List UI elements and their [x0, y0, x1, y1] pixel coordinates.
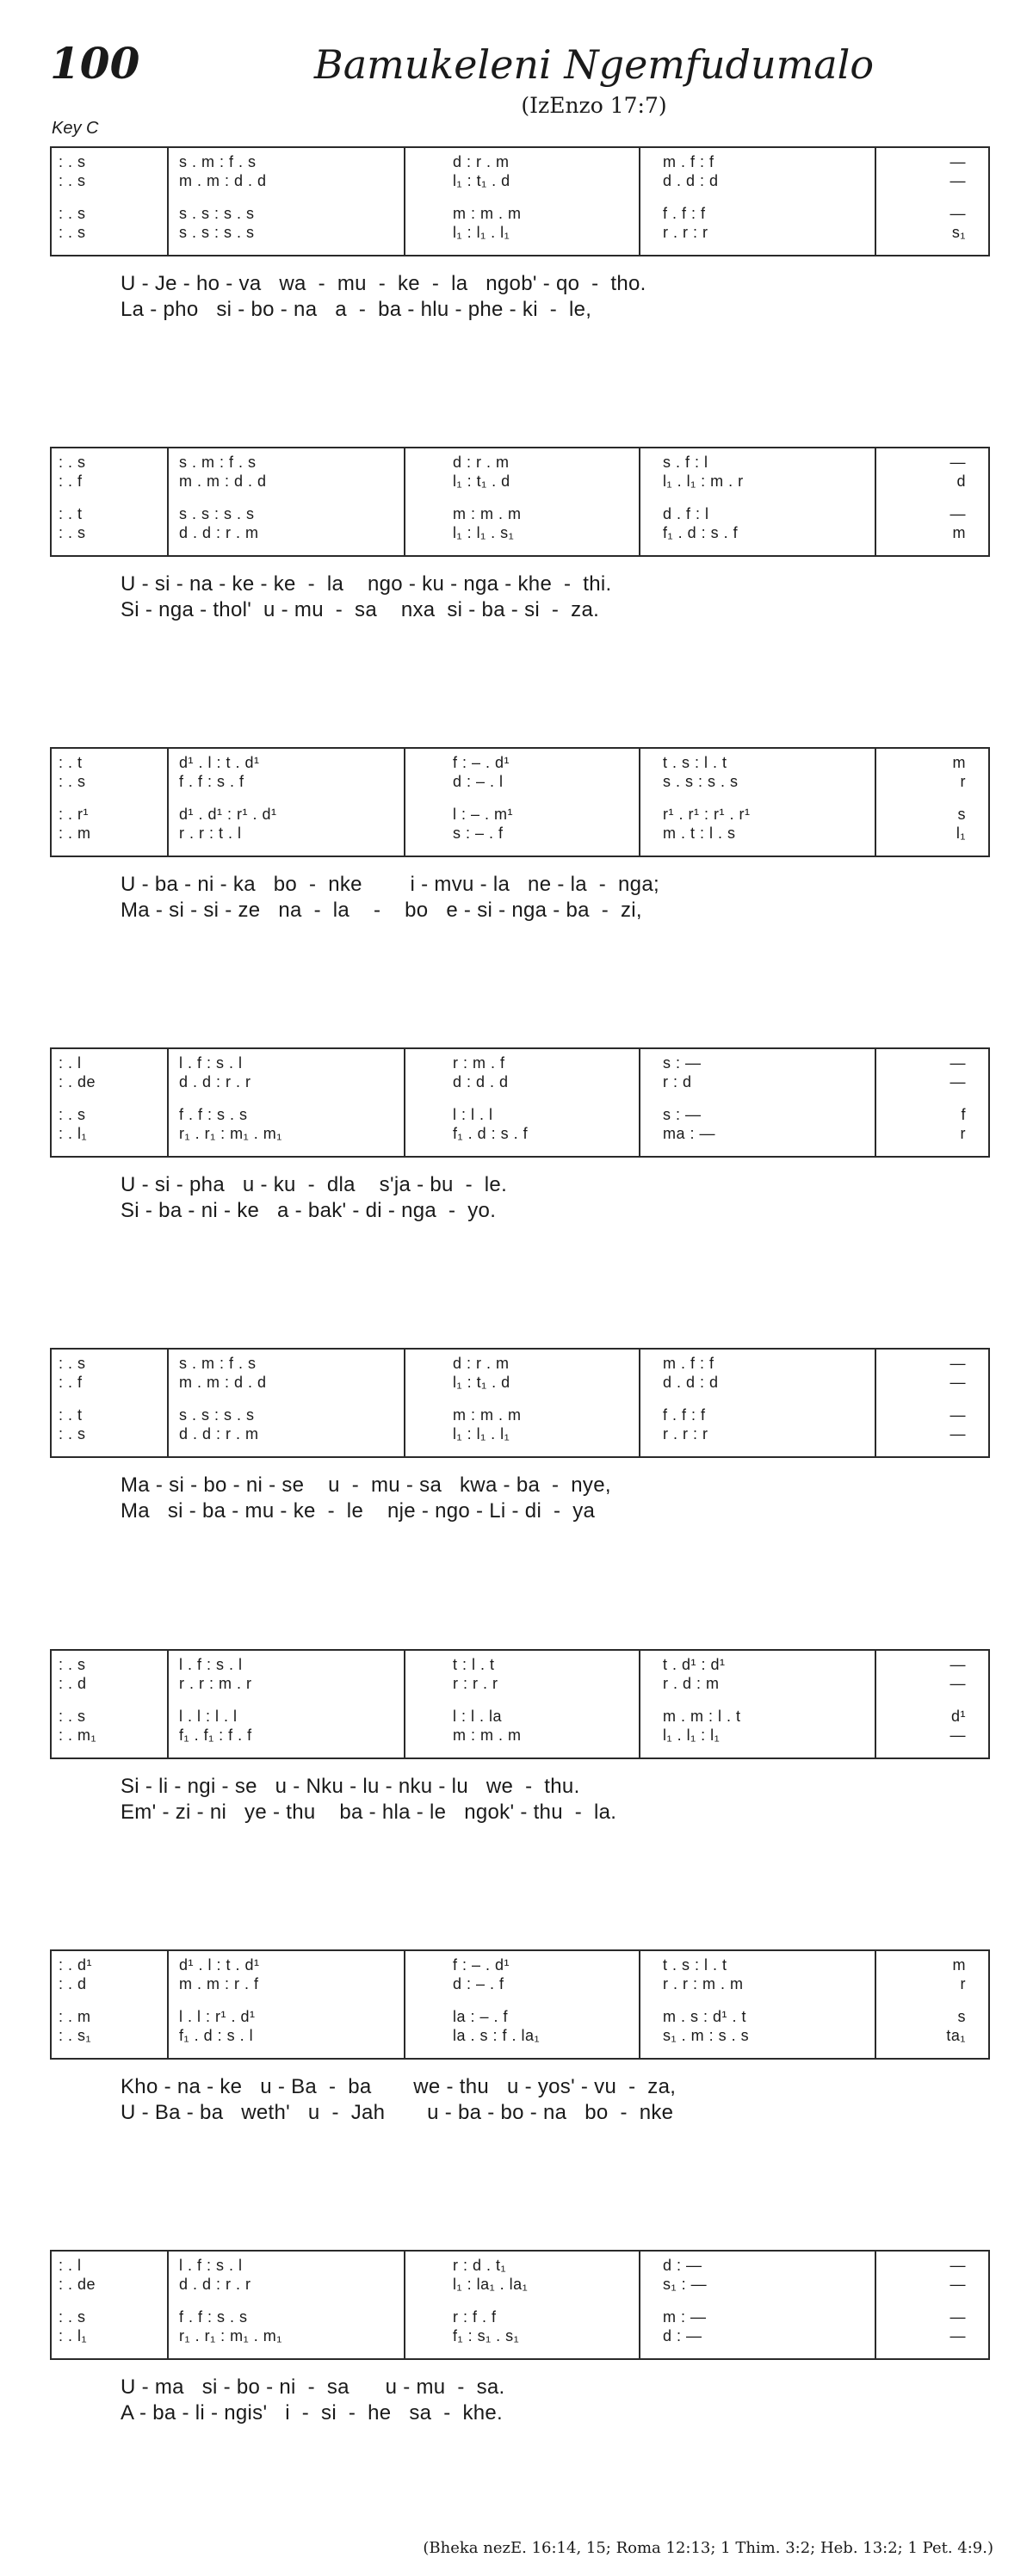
solfa-notes: m : m . m	[453, 1406, 522, 1424]
solfa-notes: f	[961, 1106, 966, 1123]
solfa-notes: : . s	[59, 1106, 86, 1123]
solfa-notes: : . s	[59, 1656, 86, 1673]
solfa-notes: d . d : d	[663, 1374, 719, 1391]
lyric-line: La - pho si - bo - na a - ba - hlu - phe - ki - le,	[121, 298, 592, 321]
solfa-notes: r . r : m . m	[663, 1975, 744, 1992]
solfa-notes: s : —	[663, 1054, 702, 1072]
lyric-line: Kho - na - ke u - Ba - ba we - thu u - yos' - vu - za,	[121, 2075, 677, 2098]
solfa-notes: t . s : l . t	[663, 1956, 727, 1974]
solfa-notes: m : —	[663, 2308, 707, 2326]
solfa-notes: : . f	[59, 473, 83, 490]
solfa-notes: —	[949, 1727, 966, 1744]
voice-row	[52, 524, 988, 547]
solfa-notes: d : —	[663, 2257, 702, 2274]
lyric-line: Si - li - ngi - se u - Nku - lu - nku - lu we - thu.	[121, 1775, 580, 1798]
solfa-notes: r . r : m . r	[179, 1675, 252, 1692]
lyric-line: Ma si - ba - mu - ke - le nje - ngo - Li - di - ya	[121, 1499, 596, 1523]
solfa-notes: l₁ : l₁ . s₁	[453, 524, 515, 541]
solfa-notes: l : l . l	[453, 1106, 493, 1123]
solfa-notes: f . f : s . s	[179, 2308, 248, 2326]
solfa-notes: s : —	[663, 1106, 702, 1123]
solfa-notes: s	[957, 2008, 966, 2025]
music-system	[50, 2250, 990, 2360]
solfa-notes: —	[949, 2276, 966, 2293]
solfa-notes: : . l₁	[59, 2327, 88, 2344]
voice-row	[52, 2327, 988, 2350]
solfa-notes: d . d : r . m	[179, 524, 259, 541]
solfa-notes: : . s	[59, 773, 86, 790]
voice-row	[52, 1675, 988, 1697]
solfa-notes: : . d¹	[59, 1956, 93, 1974]
solfa-notes: ma : —	[663, 1125, 716, 1142]
solfa-notes: : . s	[59, 205, 86, 222]
solfa-notes: : . m₁	[59, 1727, 97, 1744]
solfa-notes: : . s	[59, 224, 86, 241]
solfa-notes: —	[949, 1374, 966, 1391]
solfa-notes: r : r . r	[453, 1675, 498, 1692]
solfa-notes: —	[949, 205, 966, 222]
solfa-notes: m	[952, 524, 966, 541]
solfa-notes: : . s	[59, 1708, 86, 1725]
solfa-notes: l . l : r¹ . d¹	[179, 2008, 256, 2025]
solfa-notes: f . f : f	[663, 1406, 706, 1424]
solfa-notes: s₁ . m : s . s	[663, 2027, 750, 2044]
solfa-notes: f . f : f	[663, 205, 706, 222]
solfa-notes: f₁ . f₁ : f . f	[179, 1727, 252, 1744]
solfa-notes: r . r : t . l	[179, 825, 242, 842]
solfa-notes: —	[949, 454, 966, 471]
solfa-notes: r : d . t₁	[453, 2257, 507, 2274]
solfa-notes: s	[957, 806, 966, 823]
solfa-notes: : . s₁	[59, 2027, 92, 2044]
solfa-notes: f₁ . d : s . l	[179, 2027, 254, 2044]
solfa-notes: d¹ . l : t . d¹	[179, 754, 260, 771]
solfa-notes: —	[949, 2257, 966, 2274]
solfa-notes: : . f	[59, 1374, 83, 1391]
music-system	[50, 146, 990, 256]
voice-row	[52, 1374, 988, 1396]
solfa-notes: r . r : r	[663, 1425, 708, 1442]
solfa-notes: d	[956, 473, 966, 490]
voice-row	[52, 1975, 988, 1998]
solfa-notes: f : – . d¹	[453, 754, 510, 771]
solfa-notes: —	[949, 1425, 966, 1442]
solfa-notes: f : – . d¹	[453, 1956, 510, 1974]
solfa-notes: —	[949, 2327, 966, 2344]
solfa-notes: : . d	[59, 1675, 87, 1692]
solfa-notes: r	[960, 1125, 966, 1142]
footnote-references: (Bheka nezE. 16:14, 15; Roma 12:13; 1 Thim. 3:2; Heb. 13:2; 1 Pet. 4:9.)	[423, 2539, 993, 2557]
solfa-notes: : . m	[59, 825, 91, 842]
solfa-notes: m . t : l . s	[663, 825, 736, 842]
solfa-notes: r : d	[663, 1073, 692, 1090]
solfa-notes: d¹	[950, 1708, 966, 1725]
solfa-notes: : . m	[59, 2008, 91, 2025]
solfa-notes: l . f : s . l	[179, 1656, 243, 1673]
solfa-notes: d¹ . d¹ : r¹ . d¹	[179, 806, 277, 823]
solfa-notes: r¹ . r¹ : r¹ . r¹	[663, 806, 751, 823]
solfa-notes: —	[949, 1073, 966, 1090]
solfa-notes: d¹ . l : t . d¹	[179, 1956, 260, 1974]
solfa-notes: t : l . t	[453, 1656, 495, 1673]
solfa-notes: s . m : f . s	[179, 153, 257, 170]
solfa-notes: l₁ : l₁ . l₁	[453, 224, 510, 241]
solfa-notes: m . m : d . d	[179, 1374, 267, 1391]
solfa-notes: : . s	[59, 1355, 86, 1372]
solfa-notes: l₁ : t₁ . d	[453, 172, 510, 189]
solfa-notes: m . m : d . d	[179, 172, 267, 189]
solfa-notes: d . f : l	[663, 505, 709, 522]
solfa-notes: l₁	[956, 825, 966, 842]
key-signature: Key C	[52, 119, 99, 138]
solfa-notes: l . f : s . l	[179, 2257, 243, 2274]
solfa-notes: : . t	[59, 505, 83, 522]
solfa-notes: l₁ : t₁ . d	[453, 473, 510, 490]
solfa-notes: r₁ . r₁ : m₁ . m₁	[179, 1125, 282, 1142]
solfa-notes: m . f : f	[663, 1355, 714, 1372]
solfa-notes: —	[949, 1656, 966, 1673]
solfa-notes: d : – . f	[453, 1975, 504, 1992]
lyric-line: A - ba - li - ngis' i - si - he sa - khe.	[121, 2401, 504, 2425]
solfa-notes: l₁ . l₁ : l₁	[663, 1727, 721, 1744]
voice-row	[52, 1125, 988, 1147]
solfa-notes: r . r : r	[663, 224, 708, 241]
solfa-notes: —	[949, 1406, 966, 1424]
solfa-notes: : . s	[59, 454, 86, 471]
solfa-notes: m : m . m	[453, 1727, 522, 1744]
music-system	[50, 447, 990, 557]
solfa-notes: la : – . f	[453, 2008, 509, 2025]
solfa-notes: : . s	[59, 172, 86, 189]
solfa-notes: s₁	[951, 224, 966, 241]
solfa-notes: —	[949, 172, 966, 189]
voice-row	[52, 2027, 988, 2049]
solfa-notes: d . d : r . r	[179, 1073, 251, 1090]
lyric-line: U - Ba - ba weth' u - Jah u - ba - bo - na bo - nke	[121, 2101, 674, 2124]
solfa-notes: : . de	[59, 2276, 96, 2293]
solfa-notes: : . l	[59, 1054, 82, 1072]
solfa-notes: r . d : m	[663, 1675, 720, 1692]
voice-row	[52, 172, 988, 195]
hymn-title: Bamukeleni Ngemfudumalo	[313, 41, 875, 88]
solfa-notes: —	[949, 505, 966, 522]
solfa-notes: —	[949, 2308, 966, 2326]
solfa-notes: : . de	[59, 1073, 96, 1090]
solfa-notes: t . s : l . t	[663, 754, 727, 771]
solfa-notes: m : m . m	[453, 505, 522, 522]
lyric-line: U - Je - ho - va wa - mu - ke - la ngob' - qo - tho.	[121, 272, 646, 295]
solfa-notes: d . d : r . m	[179, 1425, 259, 1442]
solfa-notes: d : r . m	[453, 153, 510, 170]
solfa-notes: —	[949, 153, 966, 170]
solfa-notes: m . m : l . t	[663, 1708, 741, 1725]
solfa-notes: f . f : s . f	[179, 773, 244, 790]
solfa-notes: : . t	[59, 754, 83, 771]
solfa-notes: s : – . f	[453, 825, 504, 842]
lyric-line: Em' - zi - ni ye - thu ba - hla - le ngok' - thu - la.	[121, 1801, 617, 1824]
solfa-notes: m . m : d . d	[179, 473, 267, 490]
solfa-notes: d . d : r . r	[179, 2276, 251, 2293]
lyric-line: U - ba - ni - ka bo - nke i - mvu - la ne - la - nga;	[121, 873, 659, 896]
voice-row	[52, 1727, 988, 1749]
solfa-notes: s . s : s . s	[179, 1406, 255, 1424]
solfa-notes: f₁ . d : s . f	[453, 1125, 529, 1142]
solfa-notes: s . s : s . s	[663, 773, 739, 790]
solfa-notes: f₁ . d : s . f	[663, 524, 739, 541]
solfa-notes: m . m : r . f	[179, 1975, 259, 1992]
lyric-line: Si - nga - thol' u - mu - sa nxa si - ba - si - za.	[121, 598, 600, 621]
music-system	[50, 747, 990, 857]
solfa-notes: d : r . m	[453, 1355, 510, 1372]
solfa-notes: s . s : s . s	[179, 224, 255, 241]
solfa-notes: —	[949, 1054, 966, 1072]
solfa-notes: t . d¹ : d¹	[663, 1656, 726, 1673]
solfa-notes: s . s : s . s	[179, 205, 255, 222]
solfa-notes: : . l	[59, 2257, 82, 2274]
solfa-notes: l : – . m¹	[453, 806, 514, 823]
solfa-notes: : . s	[59, 1425, 86, 1442]
solfa-notes: r : m . f	[453, 1054, 505, 1072]
voice-row	[52, 1073, 988, 1096]
solfa-notes: d . d : d	[663, 172, 719, 189]
solfa-notes: la . s : f . la₁	[453, 2027, 541, 2044]
solfa-notes: l : l . la	[453, 1708, 503, 1725]
voice-row	[52, 773, 988, 795]
solfa-notes: d : —	[663, 2327, 702, 2344]
solfa-notes: d : – . l	[453, 773, 504, 790]
music-system	[50, 1047, 990, 1158]
solfa-notes: : . s	[59, 2308, 86, 2326]
solfa-notes: l₁ . l₁ : m . r	[663, 473, 744, 490]
solfa-notes: l . l : l . l	[179, 1708, 238, 1725]
lyric-line: Ma - si - bo - ni - se u - mu - sa kwa - ba - nye,	[121, 1473, 611, 1497]
lyric-line: Si - ba - ni - ke a - bak' - di - nga - yo.	[121, 1199, 497, 1222]
solfa-notes: s . m : f . s	[179, 1355, 257, 1372]
solfa-notes: m	[952, 754, 966, 771]
solfa-notes: l . f : s . l	[179, 1054, 243, 1072]
solfa-notes: s . f : l	[663, 454, 708, 471]
voice-row	[52, 2276, 988, 2298]
solfa-notes: : . t	[59, 1406, 83, 1424]
solfa-notes: r : f . f	[453, 2308, 497, 2326]
solfa-notes: s₁ : —	[663, 2276, 708, 2293]
scripture-reference: (IzEnzo 17:7)	[521, 93, 667, 118]
solfa-notes: —	[949, 1675, 966, 1692]
music-system	[50, 1649, 990, 1759]
solfa-notes: m . s : d¹ . t	[663, 2008, 747, 2025]
voice-row	[52, 1425, 988, 1448]
music-system	[50, 1348, 990, 1458]
solfa-notes: —	[949, 1355, 966, 1372]
solfa-notes: f . f : s . s	[179, 1106, 248, 1123]
lyric-line: U - si - pha u - ku - dla s'ja - bu - le.	[121, 1173, 508, 1196]
solfa-notes: : . s	[59, 524, 86, 541]
voice-row	[52, 825, 988, 847]
hymn-number: 100	[50, 38, 140, 89]
voice-row	[52, 224, 988, 246]
solfa-notes: f₁ : s₁ . s₁	[453, 2327, 520, 2344]
solfa-notes: d : d . d	[453, 1073, 509, 1090]
solfa-notes: m . f : f	[663, 153, 714, 170]
music-system	[50, 1949, 990, 2060]
solfa-notes: d : r . m	[453, 454, 510, 471]
solfa-notes: l₁ : la₁ . la₁	[453, 2276, 529, 2293]
solfa-notes: r	[960, 773, 966, 790]
solfa-notes: : . r¹	[59, 806, 89, 823]
lyric-line: U - si - na - ke - ke - la ngo - ku - nga - khe - thi.	[121, 572, 612, 596]
solfa-notes: m : m . m	[453, 205, 522, 222]
lyric-line: U - ma si - bo - ni - sa u - mu - sa.	[121, 2375, 505, 2399]
solfa-notes: : . d	[59, 1975, 87, 1992]
solfa-notes: m	[952, 1956, 966, 1974]
solfa-notes: s . s : s . s	[179, 505, 255, 522]
solfa-notes: l₁ : l₁ . l₁	[453, 1425, 510, 1442]
solfa-notes: : . l₁	[59, 1125, 88, 1142]
solfa-notes: ta₁	[946, 2027, 966, 2044]
solfa-notes: : . s	[59, 153, 86, 170]
solfa-notes: l₁ : t₁ . d	[453, 1374, 510, 1391]
lyric-line: Ma - si - si - ze na - la - bo e - si - nga - ba - zi,	[121, 899, 642, 922]
voice-row	[52, 473, 988, 495]
solfa-notes: r	[960, 1975, 966, 1992]
solfa-notes: r₁ . r₁ : m₁ . m₁	[179, 2327, 282, 2344]
solfa-notes: s . m : f . s	[179, 454, 257, 471]
